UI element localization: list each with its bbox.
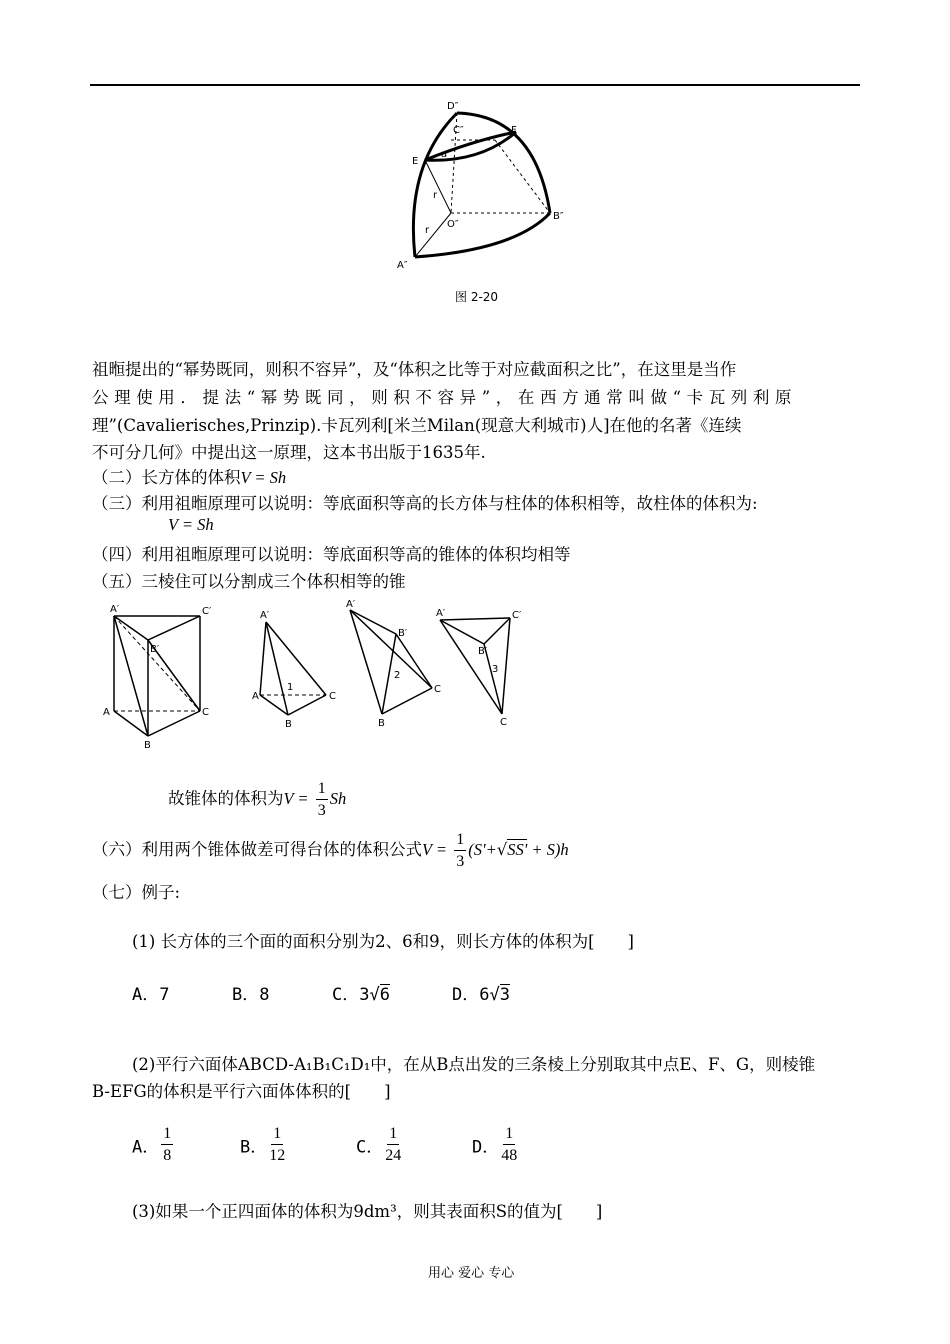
label-b: B″ — [553, 211, 564, 222]
six-v: V = — [422, 840, 448, 859]
para-line-1: 祖暅提出的“幂势既同，则积不容异”，及“体积之比等于对应截面积之比”，在这里是当作 — [92, 360, 737, 379]
label-r2: r — [425, 225, 430, 236]
pyr1-c: C — [329, 691, 336, 702]
pyr3-b1: B′ — [478, 646, 488, 657]
q2-option-c: C． $\frac{1}{24}$ — [356, 1125, 402, 1164]
cone-text: 故锥体的体积为 — [168, 789, 284, 808]
label-c: C″ — [453, 125, 464, 136]
q1-option-d: D．6√3 — [452, 985, 510, 1005]
item-two — [92, 464, 286, 488]
prism-c1: C′ — [202, 606, 212, 617]
q2-option-d: D． $\frac{1}{48}$ — [472, 1125, 518, 1164]
item-five: （五）三棱住可以分割成三个体积相等的锥 — [92, 572, 406, 591]
prism-c: C — [202, 707, 209, 718]
prism-b: B — [144, 740, 151, 751]
q1-option-c: C．3√6 — [332, 985, 390, 1005]
six-rest-a: (S'+ — [468, 840, 497, 859]
header-rule — [90, 84, 860, 86]
pyr2-n: 2 — [394, 670, 401, 681]
figure-caption: 图 2-20 — [455, 290, 499, 304]
label-e: E — [412, 156, 419, 167]
pyr3-n: 3 — [492, 664, 499, 675]
para-line-2: 公理使用．提法“幂势既同，则积不容异”，在西方通常叫做“卡瓦列利原 — [92, 388, 798, 407]
item-two-text: （二）长方体的体积 — [92, 468, 241, 487]
prism-b1: B′ — [150, 644, 160, 655]
cone-v: V = — [283, 789, 309, 808]
six-text: （六）利用两个锥体做差可得台体的体积公式 — [92, 840, 422, 859]
sphere-figure — [385, 95, 585, 310]
item-three-formula: V = Sh — [168, 515, 214, 534]
label-a2: A″ — [397, 260, 408, 271]
label-d: D″ — [447, 101, 459, 112]
item-four: （四）利用祖暅原理可以说明：等底面积等高的锥体的体积均相等 — [92, 545, 571, 564]
bottom-arc — [415, 213, 550, 257]
sqrt-icon: √ — [496, 840, 508, 859]
pyr3-a1: A′ — [436, 608, 446, 619]
item-three: （三）利用祖暅原理可以说明：等底面积等高的长方体与柱体的体积相等，故柱体的体积为: — [92, 494, 758, 513]
frustum-formula — [92, 831, 569, 870]
q2-line-2: B-EFG的体积是平行六面体体积的[ ] — [92, 1082, 391, 1101]
seven: （七）例子: — [92, 883, 181, 902]
cone-volume — [168, 780, 346, 819]
six-sqrt: SS' — [507, 840, 528, 859]
q2-line-1: (2)平行六面体ABCD-A₁B₁C₁D₁中，在从B点出发的三条棱上分别取其中点E、F、G，则棱锥 — [132, 1055, 816, 1074]
pyr1-a: A — [252, 691, 259, 702]
q1-option-a: A．7 — [132, 985, 170, 1005]
six-fraction: $\frac{1}{3}$ — [456, 830, 465, 870]
label-f: F — [511, 125, 517, 136]
pyr1-n: 1 — [287, 682, 294, 693]
pyr3-c1: C′ — [512, 610, 522, 621]
item-two-formula: V = Sh — [240, 468, 287, 487]
outer-arc-right — [457, 113, 550, 213]
label-r1: r — [433, 190, 438, 201]
six-rest-b: + S)h — [527, 840, 569, 859]
footer: 用心 爱心 专心 — [428, 1266, 515, 1281]
para-line-3: 理”(Cavalierisches,Prinzip).卡瓦列利[米兰Milan(现意大利城市)人]在他的名著《连续 — [92, 416, 742, 435]
pyr1-a1: A′ — [260, 610, 270, 621]
cone-sh: Sh — [329, 789, 347, 808]
outer-arc-left — [413, 113, 457, 257]
prism-a: A — [103, 707, 110, 718]
cone-fraction: $\frac{1}{3}$ — [317, 779, 326, 819]
q3-text: (3)如果一个正四面体的体积为9dm³，则其表面积S的值为[ ] — [132, 1202, 603, 1221]
q1-option-b: B．8 — [232, 985, 270, 1005]
q2-option-a: A． $\frac{1}{8}$ — [132, 1125, 172, 1164]
prism-figure — [100, 598, 540, 758]
pyr2-c: C — [434, 684, 441, 695]
label-o: O″ — [447, 219, 459, 230]
label-a: a — [441, 149, 448, 160]
q2-option-b: B． $\frac{1}{12}$ — [240, 1125, 286, 1164]
para-line-4: 不可分几何》中提出这一原理，这本书出版于1635年. — [92, 443, 486, 462]
pyr3-c: C — [500, 717, 507, 728]
q1-text: (1) 长方体的三个面的面积分别为2、6和9，则长方体的体积为[ ] — [132, 932, 634, 951]
pyr2-a1: A′ — [346, 599, 356, 610]
prism-a1: A′ — [110, 604, 120, 615]
pyr2-b1: B′ — [398, 628, 408, 639]
pyr2-b: B — [378, 718, 385, 729]
pyr1-b: B — [285, 719, 292, 730]
